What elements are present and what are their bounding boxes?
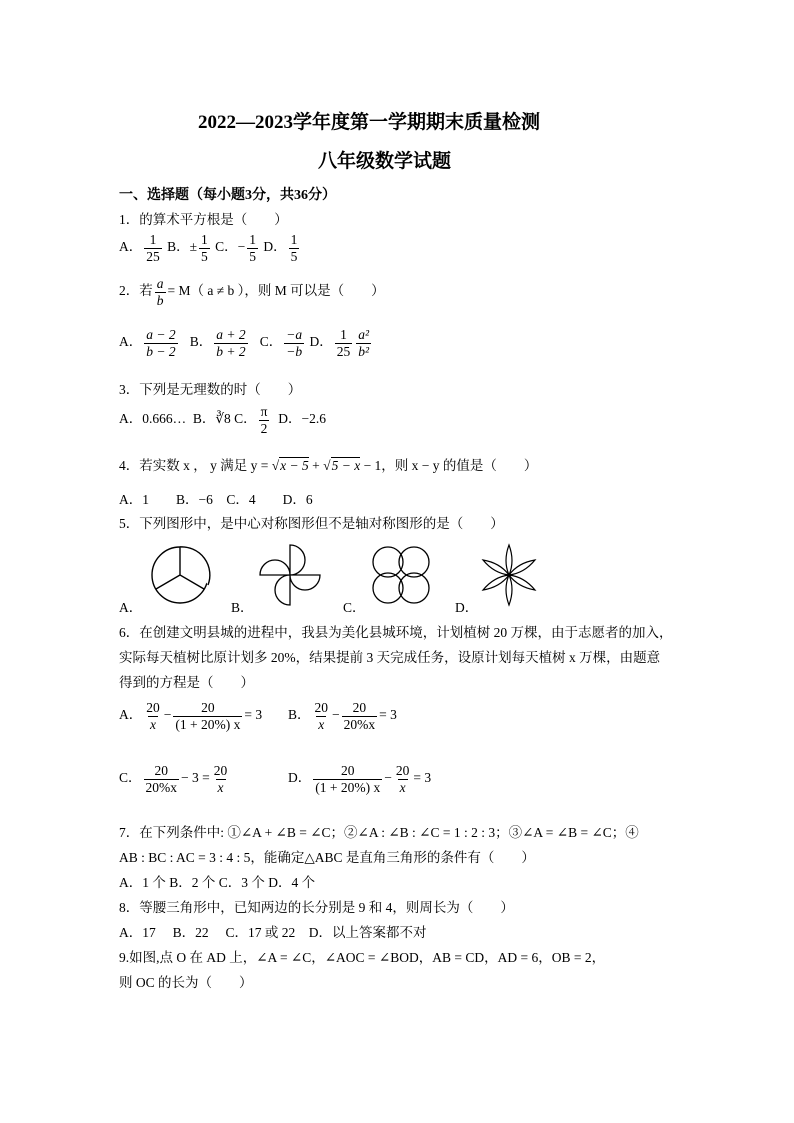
q3-stem: 3．下列是无理数的时（ ） bbox=[119, 382, 302, 397]
q4-options: A．1 B．−6 C．4 D．6 bbox=[119, 492, 313, 507]
q4-stem: 4．若实数 x ， y 满足 y = √x − 5 + √5 − x − 1，则 x − y 的值是（ ） bbox=[119, 458, 538, 473]
q1-stem: 1．的算术平方根是（ ） bbox=[119, 212, 288, 227]
q1-options: A． $\frac{1}{25}$ B．± $\frac{1}{5}$ C．− $\frac{1}{5}$ D． $\frac{1}{5}$ bbox=[119, 232, 298, 264]
q5-figure-a bbox=[145, 540, 215, 610]
q6-option-d: D． $\frac{20}{(1 + 20\%) x}$ − $\frac{20}{x}$ = 3 bbox=[288, 763, 432, 795]
q5-label-c: C． bbox=[343, 600, 366, 615]
q9-line1: 9.如图,点 O 在 AD 上，∠A = ∠C，∠AOC = ∠BOD，AB = CD，AD = 6，OB = 2， bbox=[119, 950, 606, 965]
q6-line2: 实际每天植树比原计划多 20%，结果提前 3 天完成任务，设原计划每天植树 x 万棵，由题意 bbox=[119, 650, 661, 665]
q8-options: A．17 B．22 C．17 或 22 D．以上答案都不对 bbox=[119, 925, 427, 940]
q6-option-c: C． $\frac{20}{20\%x}$ − 3 = $\frac{20}{x}$ bbox=[119, 763, 228, 795]
q5-label-d: D． bbox=[455, 600, 479, 615]
q5-figure-d bbox=[474, 540, 544, 610]
q5-figure-c bbox=[366, 540, 436, 610]
q7-options: A．1 个 B．2 个 C．3 个 D．4 个 bbox=[119, 875, 316, 890]
exam-title: 2022—2023学年度第一学期期末质量检测 bbox=[198, 112, 541, 133]
q6-option-a: A． $\frac{20}{x}$ − $\frac{20}{(1 + 20\%) x}$ = 3 bbox=[119, 700, 263, 732]
section-heading: 一、选择题（每小题3分，共36分） bbox=[119, 188, 336, 203]
q5-stem: 5．下列图形中，是中心对称图形但不是轴对称图形的是（ ） bbox=[119, 516, 504, 531]
q5-figure-b bbox=[255, 540, 325, 610]
q5-label-b: B． bbox=[231, 600, 254, 615]
q7-line2: AB : BC : AC = 3 : 4 : 5，能确定△ABC 是直角三角形的条件有（ ） bbox=[119, 850, 535, 865]
q2-stem: 2．若 $\frac{a}{b}$ = M（ a ≠ b ），则 M 可以是（ ） bbox=[119, 276, 385, 308]
q7-line1: 7．在下列条件中: ①∠A + ∠B = ∠C；②∠A : ∠B : ∠C = 1 : 2 : 3；③∠A = ∠B = ∠C；④ bbox=[119, 825, 639, 840]
q6-line3: 得到的方程是（ ） bbox=[119, 675, 254, 690]
q5-label-a: A． bbox=[119, 600, 143, 615]
q3-options: A．0.666… B．∛8 C． $\frac{\pi}{2}$ D．−2.6 bbox=[119, 404, 326, 436]
q8-stem: 8．等腰三角形中，已知两边的长分别是 9 和 4，则周长为（ ） bbox=[119, 900, 514, 915]
q6-option-b: B． $\frac{20}{x}$ − $\frac{20}{20\%x}$ = 3 bbox=[288, 700, 397, 732]
q2-options: A． $\frac{a - 2}{b - 2}$ B． $\frac{a + 2}{b + 2}$ C． $\frac{-a}{-b}$ D． $\frac{1}{25}$ $\frac{\text{a²}}{\text{b²}}$ bbox=[119, 327, 370, 359]
q6-line1: 6．在创建文明县城的进程中，我县为美化县城环境，计划植树 20 万棵，由于志愿者的加入， bbox=[119, 625, 673, 640]
q9-line2: 则 OC 的长为（ ） bbox=[119, 975, 253, 990]
exam-subtitle: 八年级数学试题 bbox=[318, 151, 452, 172]
